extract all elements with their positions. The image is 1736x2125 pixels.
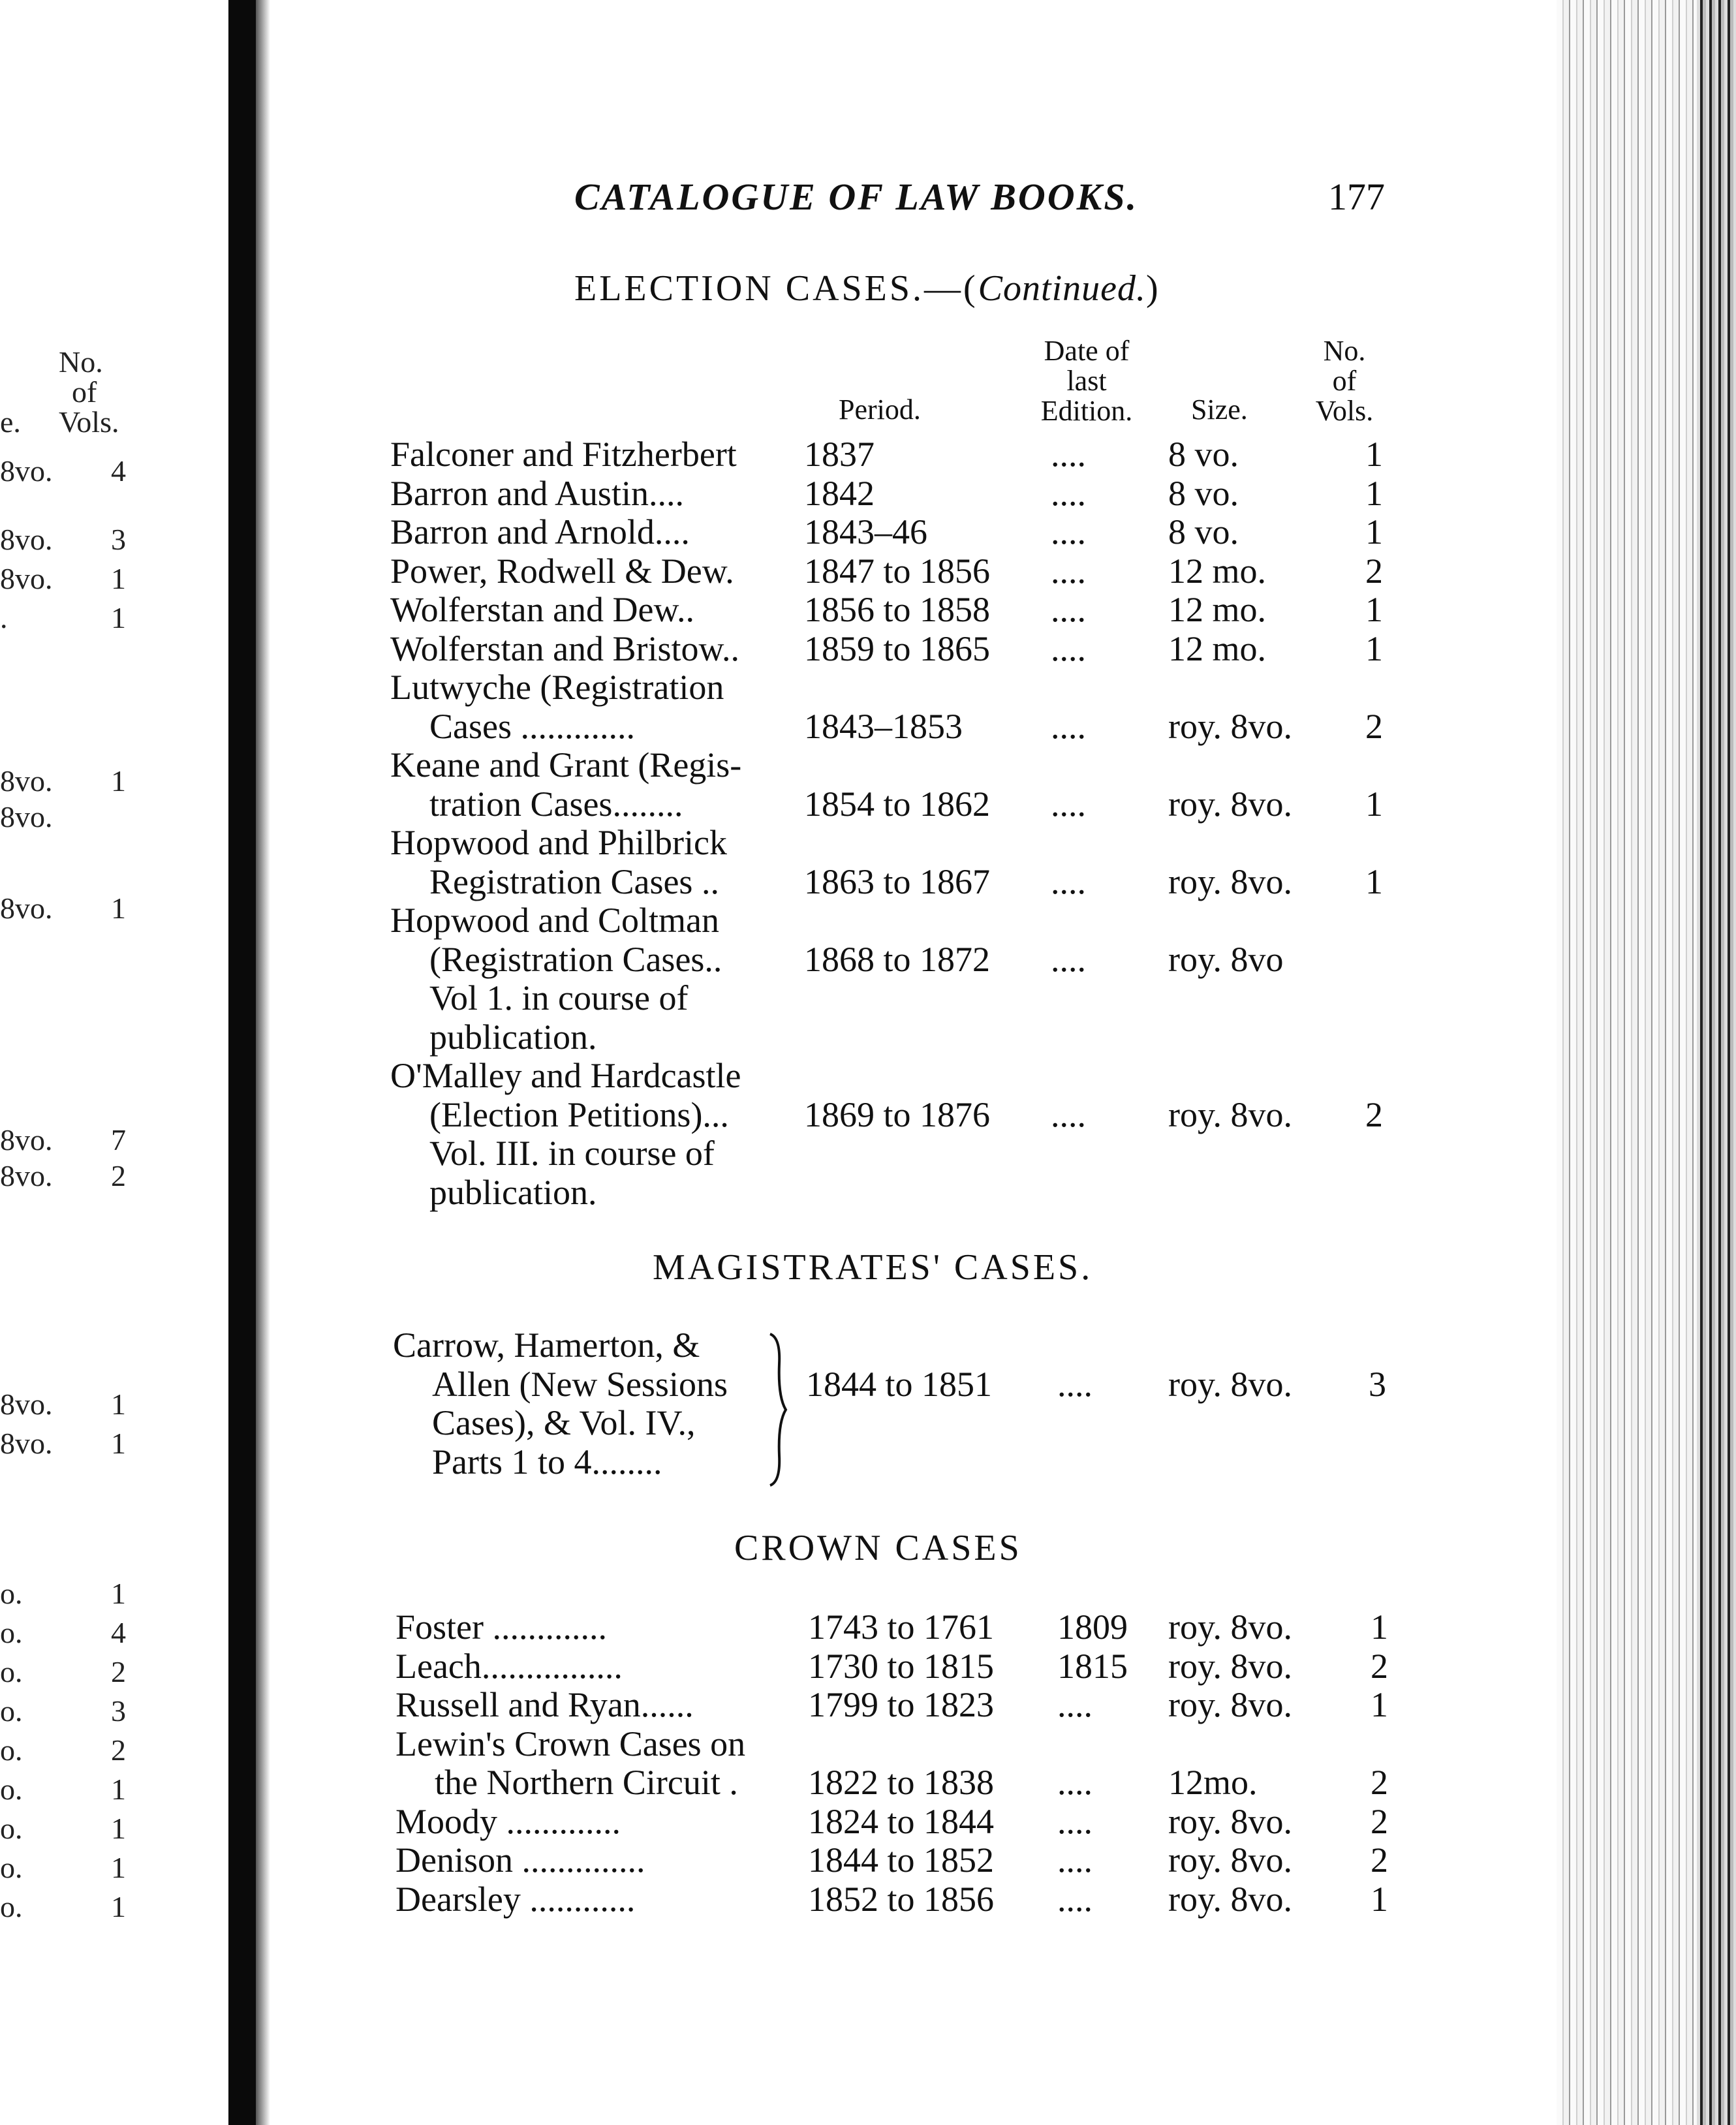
facing-size: o. [0, 1890, 23, 1923]
entry-edition: .... [1051, 551, 1086, 591]
entry-name: Vol. III. in course of [429, 1134, 715, 1173]
entry-vols: 1 [1365, 861, 1383, 901]
entry-size: roy. 8vo. [1168, 1801, 1292, 1841]
facing-vols: 2 [111, 1655, 126, 1688]
entry-name: Keane and Grant (Regis- [390, 745, 742, 784]
page-edges-outer [1697, 0, 1736, 2125]
entry-period: 1856 to 1858 [804, 590, 991, 629]
facing-vols: 1 [111, 1890, 126, 1923]
facing-vols: 2 [111, 1733, 126, 1767]
entry-edition: .... [1057, 1840, 1093, 1880]
column-period: Period. [839, 394, 921, 426]
entry-name: Falconer and Fitzherbert [390, 435, 737, 474]
entry-edition: .... [1051, 435, 1086, 474]
entry-vols: 1 [1371, 1607, 1388, 1647]
facing-header: No. [59, 345, 103, 379]
entry-vols: 2 [1371, 1646, 1388, 1686]
facing-vols: 7 [111, 1123, 126, 1156]
entry-size: roy. 8vo. [1168, 1879, 1292, 1919]
entry-size: roy. 8vo. [1168, 1646, 1292, 1686]
column-edition: Edition. [1040, 395, 1133, 427]
election-title-main: ELECTION CASES.—( [574, 268, 978, 309]
column-vols: Vols. [1315, 395, 1374, 427]
election-title-continued: Continued. [978, 268, 1146, 309]
facing-size: o. [0, 1655, 23, 1688]
column-size: Size. [1191, 394, 1248, 426]
section-title-magistrates: MAGISTRATES' CASES. [653, 1247, 1093, 1288]
facing-size: 8vo. [0, 892, 53, 925]
entry-period: 1842 [804, 473, 875, 513]
entry-size: roy. 8vo. [1168, 1840, 1292, 1880]
entry-name: Vol 1. in course of [429, 978, 689, 1017]
facing-vols: 1 [111, 1851, 126, 1884]
entry-size: roy. 8vo. [1168, 784, 1292, 824]
entry-name: Barron and Austin.... [390, 473, 684, 513]
facing-size: o. [0, 1733, 23, 1767]
entry-vols: 1 [1365, 512, 1383, 551]
column-edition: last [1066, 365, 1107, 397]
entry-name: publication. [429, 1172, 597, 1212]
entry-size: 12 mo. [1168, 551, 1267, 591]
column-vols: No. [1323, 335, 1366, 367]
facing-size: o. [0, 1616, 23, 1649]
entry-name: Russell and Ryan...... [395, 1685, 694, 1724]
entry-name: the Northern Circuit . [435, 1763, 738, 1802]
entry-edition: .... [1051, 939, 1086, 979]
entry-edition: .... [1051, 784, 1086, 824]
facing-vols: 4 [111, 454, 126, 488]
entry-size: 12 mo. [1168, 590, 1267, 629]
facing-size: o. [0, 1773, 23, 1806]
facing-vols: 1 [111, 1427, 126, 1460]
entry-period: 1843–1853 [804, 706, 963, 746]
entry-vols: 1 [1365, 590, 1383, 629]
entry-vols: 1 [1371, 1685, 1388, 1724]
entry-name: Barron and Arnold.... [390, 512, 690, 551]
brace-mark [765, 1331, 791, 1488]
facing-vols: 2 [111, 1159, 126, 1192]
entry-edition: .... [1057, 1365, 1093, 1404]
entry-period: 1847 to 1856 [804, 551, 991, 591]
facing-vols: 1 [111, 892, 126, 925]
entry-vols: 2 [1365, 551, 1383, 591]
gutter-shadow [256, 0, 270, 2125]
entry-name: Power, Rodwell & Dew. [390, 551, 734, 591]
entry-size: 8 vo. [1168, 473, 1239, 513]
entry-name: publication. [429, 1017, 597, 1057]
entry-name: tration Cases........ [429, 784, 683, 824]
entry-name: Carrow, Hamerton, & [393, 1326, 700, 1365]
entry-edition: .... [1051, 628, 1086, 668]
facing-vols: 1 [111, 1773, 126, 1806]
facing-size: o. [0, 1812, 23, 1845]
column-vols: of [1332, 365, 1357, 397]
facing-vols: 1 [111, 1577, 126, 1610]
entry-period: 1837 [804, 435, 875, 474]
facing-size: 8vo. [0, 800, 53, 833]
entry-vols: 2 [1371, 1801, 1388, 1841]
running-header: CATALOGUE OF LAW BOOKS. [574, 176, 1139, 218]
entry-edition: .... [1057, 1801, 1093, 1841]
entry-edition: .... [1051, 590, 1086, 629]
facing-vols: 1 [111, 601, 126, 634]
facing-size: 8vo. [0, 1427, 53, 1460]
facing-size: 8vo. [0, 1159, 53, 1192]
entry-vols: 2 [1371, 1763, 1388, 1802]
facing-header: of [72, 375, 97, 409]
entry-size: roy. 8vo [1168, 939, 1284, 979]
entry-name: Registration Cases .. [429, 861, 719, 901]
entry-name: Hopwood and Coltman [390, 901, 719, 940]
entry-size: roy. 8vo. [1168, 1607, 1292, 1647]
entry-name: Parts 1 to 4........ [432, 1442, 662, 1481]
entry-vols: 1 [1365, 473, 1383, 513]
entry-period: 1822 to 1838 [808, 1763, 995, 1802]
entry-size: roy. 8vo. [1168, 1094, 1292, 1134]
facing-vols: 1 [111, 764, 126, 798]
facing-size: . [0, 601, 8, 634]
entry-size: 12 mo. [1168, 628, 1267, 668]
entry-period: 1869 to 1876 [804, 1094, 991, 1134]
facing-size: 8vo. [0, 1123, 53, 1156]
entry-edition: .... [1051, 512, 1086, 551]
facing-vols: 3 [111, 523, 126, 556]
entry-size: 12mo. [1168, 1763, 1258, 1802]
facing-size: o. [0, 1694, 23, 1728]
page-number: 177 [1328, 176, 1385, 218]
entry-name: O'Malley and Hardcastle [390, 1056, 741, 1095]
entry-name: Cases ............. [429, 706, 635, 746]
facing-vols: 3 [111, 1694, 126, 1728]
entry-vols: 2 [1371, 1840, 1388, 1880]
entry-name: Wolferstan and Bristow.. [390, 628, 740, 668]
facing-vols: 1 [111, 562, 126, 595]
entry-period: 1824 to 1844 [808, 1801, 995, 1841]
entry-name: Moody ............. [395, 1801, 621, 1841]
entry-name: Leach................ [395, 1646, 623, 1686]
election-title-close: ) [1145, 268, 1161, 309]
column-edition: Date of [1044, 335, 1130, 367]
entry-edition: .... [1051, 861, 1086, 901]
entry-name: (Registration Cases.. [429, 939, 722, 979]
entry-period: 1730 to 1815 [808, 1646, 995, 1686]
entry-vols: 1 [1365, 435, 1383, 474]
entry-period: 1844 to 1851 [806, 1365, 993, 1404]
book-gutter [228, 0, 256, 2125]
entry-name: Foster ............. [395, 1607, 607, 1647]
facing-header-prefix: e. [0, 405, 21, 439]
entry-period: 1843–46 [804, 512, 927, 551]
section-title-election [574, 268, 1161, 309]
entry-vols: 2 [1365, 706, 1383, 746]
entry-edition: 1815 [1057, 1646, 1128, 1686]
entry-name: Lewin's Crown Cases on [395, 1724, 746, 1763]
facing-vols: 1 [111, 1812, 126, 1845]
entry-size: roy. 8vo. [1168, 1365, 1292, 1404]
entry-period: 1859 to 1865 [804, 628, 991, 668]
entry-period: 1863 to 1867 [804, 861, 991, 901]
entry-name: Dearsley ............ [395, 1879, 636, 1919]
facing-vols: 1 [111, 1388, 126, 1421]
facing-size: 8vo. [0, 562, 53, 595]
facing-size: 8vo. [0, 454, 53, 488]
section-title-crown: CROWN CASES [734, 1528, 1022, 1568]
entry-vols: 1 [1365, 784, 1383, 824]
entry-size: 8 vo. [1168, 435, 1239, 474]
entry-vols: 1 [1371, 1879, 1388, 1919]
entry-name: Allen (New Sessions [432, 1364, 728, 1404]
facing-header: Vols. [59, 405, 119, 439]
entry-edition: .... [1051, 473, 1086, 513]
entry-vols: 1 [1365, 628, 1383, 668]
facing-size: 8vo. [0, 523, 53, 556]
facing-size: o. [0, 1577, 23, 1610]
entry-vols: 2 [1365, 1094, 1383, 1134]
entry-name: Lutwyche (Registration [390, 668, 724, 707]
entry-edition: 1809 [1057, 1607, 1128, 1647]
entry-size: 8 vo. [1168, 512, 1239, 551]
entry-vols: 3 [1369, 1365, 1386, 1404]
entry-size: roy. 8vo. [1168, 1685, 1292, 1724]
entry-period: 1868 to 1872 [804, 939, 991, 979]
entry-size: roy. 8vo. [1168, 861, 1292, 901]
entry-edition: .... [1057, 1685, 1093, 1724]
facing-size: 8vo. [0, 764, 53, 798]
entry-name: (Election Petitions)... [429, 1094, 729, 1134]
entry-period: 1852 to 1856 [808, 1879, 995, 1919]
entry-size: roy. 8vo. [1168, 706, 1292, 746]
facing-size: o. [0, 1851, 23, 1884]
entry-name: Hopwood and Philbrick [390, 823, 727, 862]
entry-edition: .... [1057, 1763, 1093, 1802]
facing-size: 8vo. [0, 1388, 53, 1421]
entry-edition: .... [1057, 1879, 1093, 1919]
entry-name: Cases), & Vol. IV., [432, 1403, 696, 1442]
entry-name: Wolferstan and Dew.. [390, 590, 694, 629]
entry-period: 1799 to 1823 [808, 1685, 995, 1724]
entry-name: Denison .............. [395, 1840, 645, 1880]
entry-edition: .... [1051, 1094, 1086, 1134]
facing-vols: 4 [111, 1616, 126, 1649]
entry-period: 1844 to 1852 [808, 1840, 995, 1880]
entry-period: 1743 to 1761 [808, 1607, 995, 1647]
entry-edition: .... [1051, 706, 1086, 746]
entry-period: 1854 to 1862 [804, 784, 991, 824]
